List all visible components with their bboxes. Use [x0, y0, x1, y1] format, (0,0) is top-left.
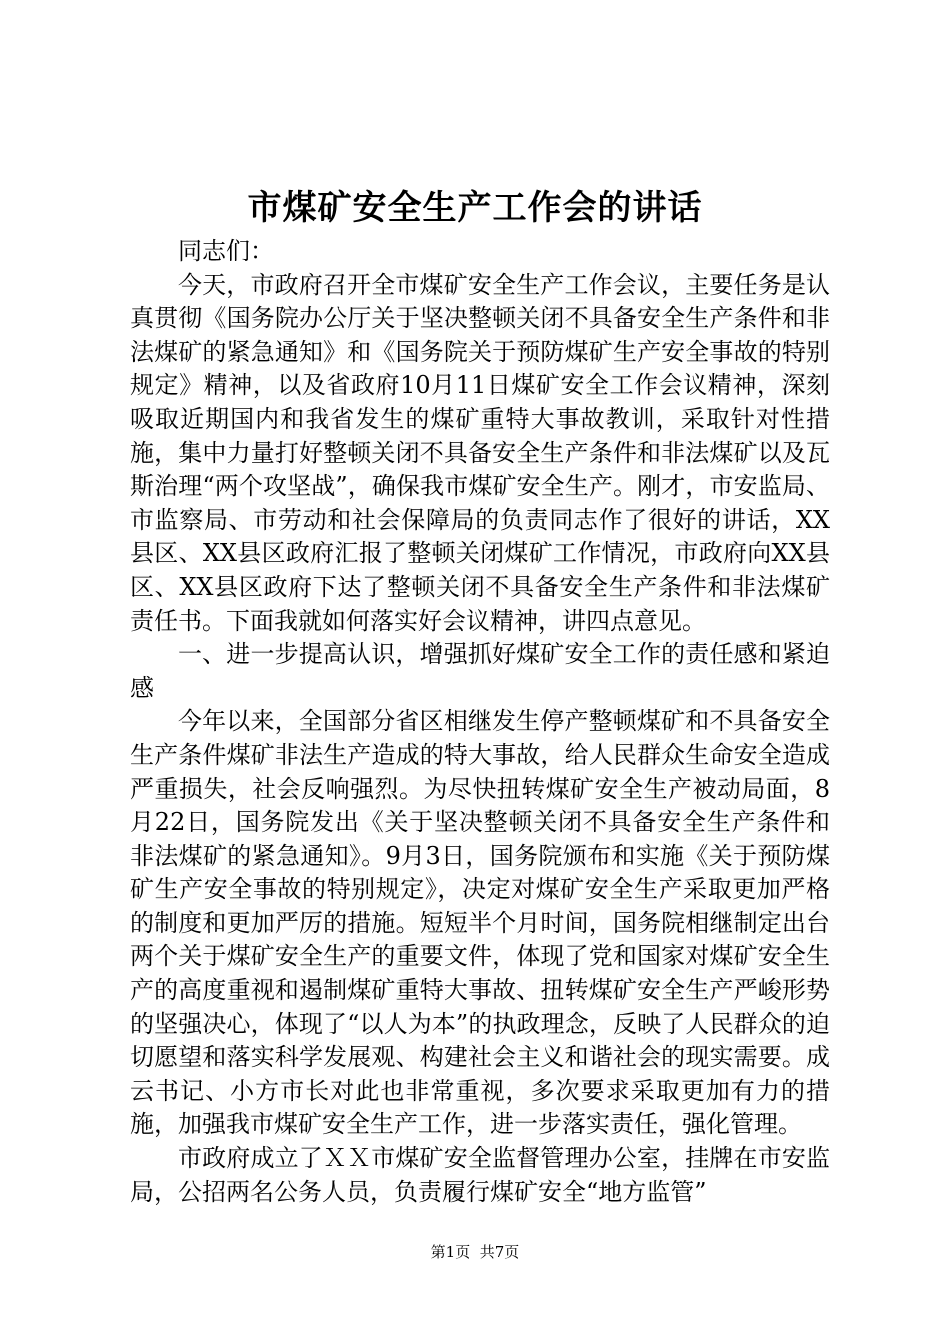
salutation-paragraph: 同志们：: [178, 237, 274, 265]
document-body: [130, 235, 830, 1209]
body-paragraph: 今年以来，全国部分省区相继发生停产整顿煤矿和不具备安全生产条件煤矿非法生产造成的特大事故，给人民群众生命安全造成严重损失，社会反响强烈。为尽快扭转煤矿安全生产被动局面，8月22日，国务院发出《关于坚决整顿关闭不具备安全生产条件和非法煤矿的紧急通知》。9月3日，国务院颁布和实施《关于预防煤矿生产安全事故的特别规定》，决定对煤矿安全生产采取更加严格的制度和更加严厉的措施。短短半个月时间，国务院相继制定出台两个关于煤矿安全生产的重要文件，体现了党和国家对煤矿安全生产的高度重视和遏制煤矿重特大事故、扭转煤矿安全生产严峻形势的坚强决心，体现了“以人为本”的执政理念，反映了人民群众的迫切愿望和落实科学发展观、构建社会主义和谐社会的现实需要。成云书记、小方市长对此也非常重视，多次要求采取更加有力的措施，加强我市煤矿安全生产工作，进一步落实责任，强化管理。: [130, 707, 830, 1139]
page-total: 共7页: [479, 1243, 520, 1261]
footer-separator: [470, 1243, 480, 1261]
section-heading-1: 一、进一步提高认识，增强抓好煤矿安全工作的责任感和紧迫感: [130, 640, 830, 702]
page-footer: [0, 1242, 950, 1262]
intro-paragraph: 今天，市政府召开全市煤矿安全生产工作会议，主要任务是认真贯彻《国务院办公厅关于坚决整顿关闭不具备安全生产条件和非法煤矿的紧急通知》和《国务院关于预防煤矿生产安全事故的特别规定》精神，以及省政府10月11日煤矿安全工作会议精神，深刻吸取近期国内和我省发生的煤矿重特大事故教训，采取针对性措施，集中力量打好整顿关闭不具备安全生产条件和非法煤矿以及瓦斯治理“两个攻坚战”，确保我市煤矿安全生产。刚才，市安监局、市监察局、市劳动和社会保障局的负责同志作了很好的讲话，XX县区、XX县区政府汇报了整顿关闭煤矿工作情况，市政府向XX县区、XX县区政府下达了整顿关闭不具备安全生产条件和非法煤矿责任书。下面我就如何落实好会议精神，讲四点意见。: [130, 270, 830, 635]
body-paragraph: 市政府成立了ＸＸ市煤矿安全监督管理办公室，挂牌在市安监局，公招两名公务人员，负责履行煤矿安全“地方监管”: [130, 1144, 830, 1206]
document-title: 市煤矿安全生产工作会的讲话: [247, 188, 703, 228]
page-number: 第1页: [430, 1243, 471, 1261]
